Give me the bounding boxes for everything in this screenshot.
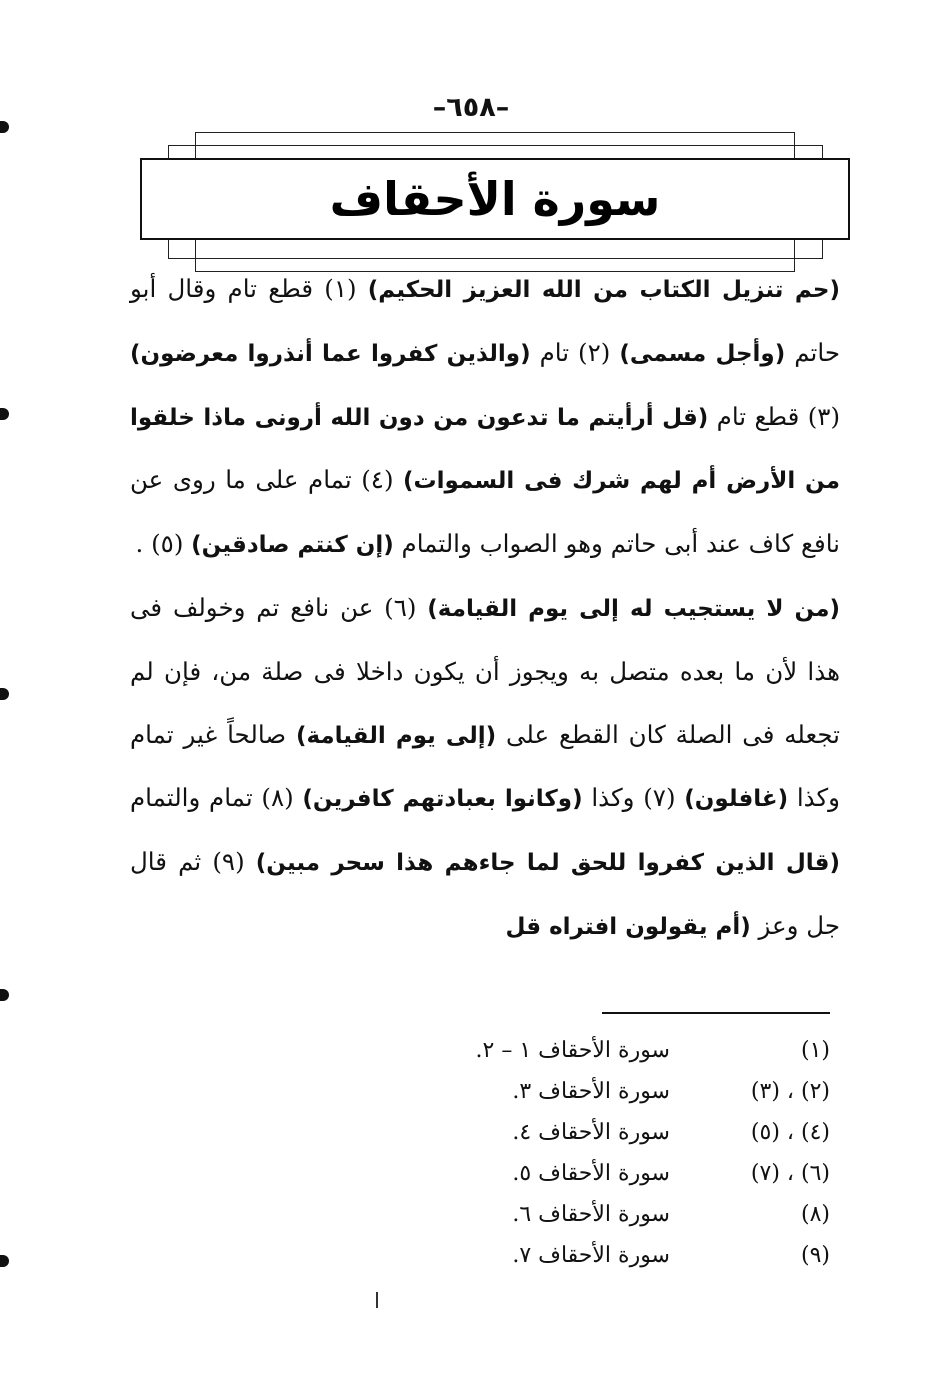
quran-quote: (قل أرأيتم ما تدعون من دون الله أرونى ماذا خلقوا من الأرض أم لهم شرك فى السموات) xyxy=(130,404,840,495)
footnote-text: سورة الأحقاف ٣. xyxy=(512,1079,670,1104)
paragraph xyxy=(130,577,840,959)
footnote-item xyxy=(460,1194,830,1235)
footnote-item xyxy=(460,1112,830,1153)
footnote-text: سورة الأحقاف ٧. xyxy=(512,1243,670,1268)
footnote-marker: (٩) xyxy=(800,1243,830,1268)
footnote-text: سورة الأحقاف ٥. xyxy=(512,1161,670,1186)
quran-quote: (قال الذين كفروا للحق لما جاءهم هذا سحر مبين) xyxy=(255,850,840,877)
footnote-marker: (٢) ، (٣) xyxy=(750,1079,830,1104)
footnote-text: سورة الأحقاف ٦. xyxy=(512,1202,670,1227)
title-box xyxy=(140,158,850,240)
quran-quote: (وكانوا بعبادتهم كافرين) xyxy=(302,786,583,813)
footnote-marker: (٨) xyxy=(800,1202,830,1227)
quran-quote: (من لا يستجيب له إلى يوم القيامة) xyxy=(427,595,840,622)
page-number: –٦٥٨– xyxy=(432,92,510,123)
footnote-separator xyxy=(602,1012,830,1014)
footnote-item xyxy=(460,1235,830,1276)
footnote-text: سورة الأحقاف ٤. xyxy=(512,1120,670,1145)
quran-quote: (إن كنتم صادقين) xyxy=(191,532,394,559)
scan-mark xyxy=(0,408,9,420)
quran-quote: (حم تنزيل الكتاب من الله العزيز الحكيم) xyxy=(367,277,841,303)
commentary: (٢) تام xyxy=(530,337,620,367)
commentary: (٥) . xyxy=(135,529,192,559)
footnote-item xyxy=(460,1030,830,1071)
footnote-item xyxy=(460,1153,830,1194)
commentary: (١) قطع تام وقال أبو حاتم xyxy=(130,274,840,367)
footnote-text: سورة الأحقاف ١ – ٢. xyxy=(475,1038,670,1063)
scan-mark xyxy=(376,1292,378,1308)
commentary: (٤) تمام على ما روى عن نافع كاف عند أبى حاتم وهو الصواب والتمام xyxy=(130,465,840,559)
quran-quote: (إلى يوم القيامة) xyxy=(295,722,497,749)
commentary: (٩) ثم قال جل وعز xyxy=(130,847,840,940)
paragraph xyxy=(130,258,840,577)
footnote-marker: (١) xyxy=(800,1038,830,1063)
footnotes xyxy=(460,1030,830,1276)
scan-mark xyxy=(0,688,9,700)
footnote-item xyxy=(460,1071,830,1112)
main-text xyxy=(130,258,840,959)
commentary: (٦) عن نافع تم وخولف فى هذا لأن ما بعده متصل به ويجوز أن يكون داخلا فى صلة من، فإن لم تجعله فى الصلة كان القطع على xyxy=(130,592,840,749)
footnote-marker: (٦) ، (٧) xyxy=(750,1161,830,1186)
commentary: صالحاً غير تمام وكذا xyxy=(130,719,841,813)
quran-quote: (غافلون) xyxy=(684,786,789,813)
scan-mark xyxy=(0,989,9,1001)
scan-mark xyxy=(0,1255,9,1267)
footnote-marker: (٤) ، (٥) xyxy=(750,1120,830,1145)
commentary: (٧) وكذا xyxy=(582,783,685,813)
commentary: (٣) قطع تام xyxy=(708,401,840,431)
commentary: (٨) تمام والتمام xyxy=(130,783,303,813)
surah-title: سورة الأحقاف xyxy=(329,172,661,226)
quran-quote: (أم يقولون افتراه قل xyxy=(505,913,751,940)
quran-quote: (وأجل مسمى) xyxy=(619,340,786,367)
quran-quote: (والذين كفروا عما أنذروا معرضون) xyxy=(130,340,531,367)
